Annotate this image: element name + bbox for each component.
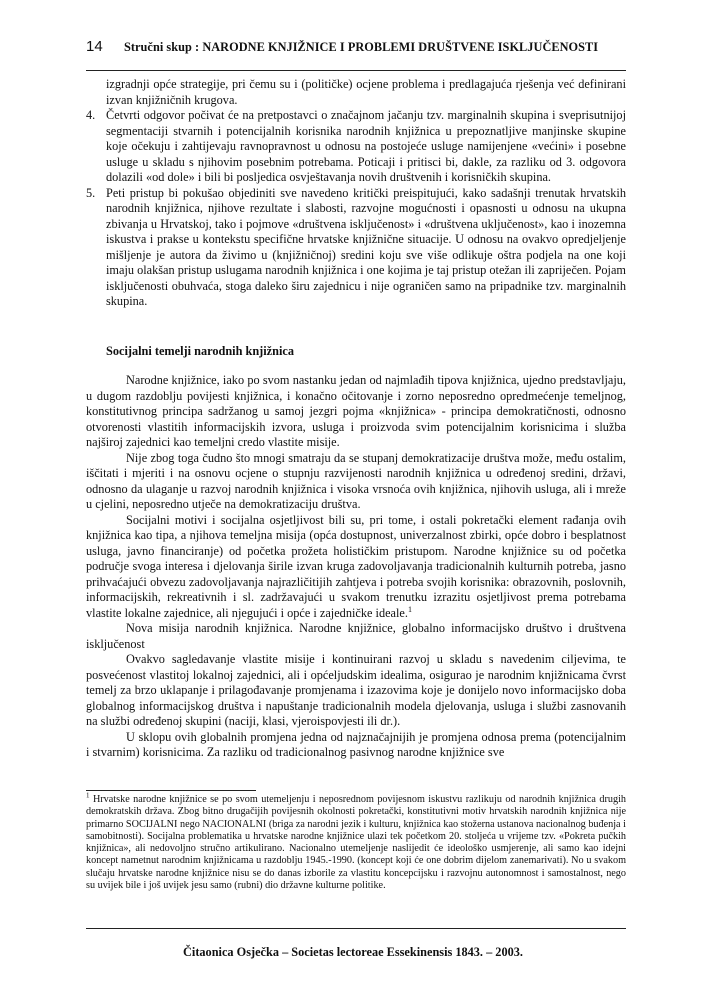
numbered-list (86, 108, 626, 310)
paragraph: Nova misija narodnih knjižnica. Narodne knjižnice, globalno informacijsko društvo i društvena isključenost (86, 621, 626, 651)
footnote (86, 791, 626, 892)
paragraph: Narodne knjižnice, iako po svom nastanku jedan od najmlađih tipova knjižnica, ujedno predstavljaju, u dugom razdoblju povijesti knjižnica, i konačno očitovanje i zorno neposredno opredmećenje temeljnog, konstitutivnog principa sadržanog u samoj jezgri pojma «knjižnica» - principa demokratičnosti, odnosno otvorenosti vlastitih informacijskih izvora, usluga i proizvoda svim potencijalnim korisnicima i služba najširoj zajednici kao temeljni credo vlastite misije. (86, 373, 626, 449)
paragraph-text: Socijalni motivi i socijalna osjetljivost bili su, pri tome, i ostali pokretački element rađanja ovih knjižnica kao tipa, a njihova temeljna misija (opća dostupnost, univerzalnost zbirki, opće dobro i besplatnost usluga, javno financiranje) od početka prožeta holističkim pristupom. Narodne knjižnice su od početka područje svoga interesa i djelovanja širile izvan kruga zadovoljavanja tradicionalnih kulturnih potreba, jasno prihvaćajući obvezu zadovoljavanja najrazličitijih zahtjeva i potreba svojih korisnika: obrazovnih, poslovnih, informacijskih, rekreativnih i sl. zadržavajući u svakom trenutku izrazitu osjetljivost prema potrebama vlastite lokalne zajednice, ali njegujući i opće i zajedničke ideale. (86, 512, 626, 620)
footer-rule (86, 928, 626, 929)
list-item (86, 108, 626, 186)
footnote-text: Hrvatske narodne knjižnice se po svom utemeljenju i neposrednom povijesnom iskustvu razlikuju od narodnih knjižnica drugih demokratskih država. Zbog bitno drugačijih povijesnih okolnosti pokretački, konstitutivni motiv hrvatskih narodnih knjižnica nije primarno SOCIJALNI nego NACIONALNI (briga za narodni jezik i kulturu, knjižnica kao stožerna ustanova nacionalnog buđenja i samobitnosti). Socijalna problematika u hrvatske narodne knjižnice ulazi tek početkom 20. stoljeća u vrijeme tzv. «Pokreta pučkih knjižnica», ali nedovoljno stručno artikulirano. Nacionalno utemeljenje naslijedit će ideološko usmjerenje, ali samo kao idejni koncept nametnut narodnim knjižnicama u razdoblju 1945.-1990. (koncept koji će one dobrim dijelom zanemarivati). No u svakom slučaju hrvatske narodne knjižnice nisu se do danas izborile za vlastitu koncepcijsku i razvojnu autonomnost i samostalnost, nego su uvijek bile i još uvijek jesu samo (rubni) dio državne kulturne politike. (86, 794, 626, 892)
list-item (86, 186, 626, 310)
footnote-reference[interactable]: 1 (407, 604, 412, 614)
paragraph: Ovakvo sagledavanje vlastite misije i kontinuirani razvoj u skladu s navedenim ciljevima, te posvećenost vlastitoj lokalnoj zajednici, ali i općeljudskim idealima, osigurao je narodnim knjižnicama čvrst temelj za brzo uklapanje i prilagođavanje promjenama i izazovima koje je donijelo novo informacijsko doba globalnog informacijskog društva i napuštanje tradicionalnih modela djelovanja, usluga i službi zasnovanih na službi određenoj skupini (naciji, klasi, vjeroispovjesti ili dr.). (86, 652, 626, 728)
paragraph: U sklopu ovih globalnih promjena jedna od najznačajnijih je promjena odnosa prema (potencijalnim i stvarnim) korisnicima. Za razliku od tradicionalnog pasivnog narodne knjižnice sve (86, 729, 626, 759)
page-footer: Čitaonica Osječka – Societas lectoreae Essekinensis 1843. – 2003. (183, 945, 523, 959)
page-number: 14 (86, 38, 103, 55)
page-header (86, 38, 626, 58)
list-item-text: Peti pristup bi pokušao objediniti sve navedeno kritički preispitujući, kako sadašnji trenutak hrvatskih narodnih knjižnica, njihove rezultate i slabosti, razvojne mogućnosti i opasnosti u odnosu na ukupna zbivanja u Hrvatskoj, tako i pojmove «društvena isključenost» i «društvena uključenost», kao i inozemna iskustva i prakse u kontekstu specifične hrvatske knjižnične situacije. U odnosu na ovakvo opredjeljenje mišljenje je autora da živimo u (knjižničnoj) sredini koju sve više odlikuje oštra podjela na one koji imaju olakšan pristup uslugama narodnih knjižnica i one kojima je taj pristup otežan ili zapriječen. Pojam isključenosti obuhvaća, stoga daleko širu zajednicu i nije ograničen samo na pripadnike tzv. marginalnih skupina. (106, 185, 626, 308)
header-rule (86, 70, 626, 71)
list-item-text: Četvrti odgovor počivat će na pretpostavci o značajnom jačanju tzv. marginalnih skupina i sveprisutnijoj segmentaciji stvarnih i potencijalnih korisnika narodnih knjižnica u prepoznatljive manjinske skupine koje očekuju i zahtijevaju ravnopravnost u odnosu na postojeće usluge namijenjene «većini» i posebne usluge u skladu s njihovim posebnim potrebama. Poticaji i pritisci bi, dakle, za razliku od 3. odgovora dolazili «od dole» i bili bi posljedica osvještavanja novih društvenih i korisničkih skupina. (106, 108, 626, 184)
body-text (86, 77, 626, 761)
continued-text: izgradnji opće strategije, pri čemu su i (političke) ocjene problema i predlagajuća rješenja već definirani izvan knjižničnih krugova. (106, 77, 626, 107)
list-item-number: 4. (86, 108, 96, 122)
running-title: Stručni skup : NARODNE KNJIŽNICE I PROBLEMI DRUŠTVENE ISKLJUČENOSTI (124, 40, 599, 54)
section-heading: Socijalni temelji narodnih knjižnica (106, 343, 294, 358)
paragraph: Nije zbog toga čudno što mnogi smatraju da se stupanj demokratizacije društva može, među ostalim, iščitati i mjeriti i na osnovu ocjene o stupnju razvijenosti narodnih knjižnica u određenoj sredini, državi, odnosno da ulaganje u razvoj narodnih knjižnica i visoka vrsnoća ovih knjižnica, njihovih usluga, ali i mreže u cjelini, neposredno utječe na demokratizaciju društva. (86, 450, 626, 511)
list-item-number: 5. (86, 185, 96, 200)
footnote-marker: 1 (86, 791, 90, 800)
footnote-separator (86, 790, 256, 791)
paragraph (86, 513, 626, 622)
